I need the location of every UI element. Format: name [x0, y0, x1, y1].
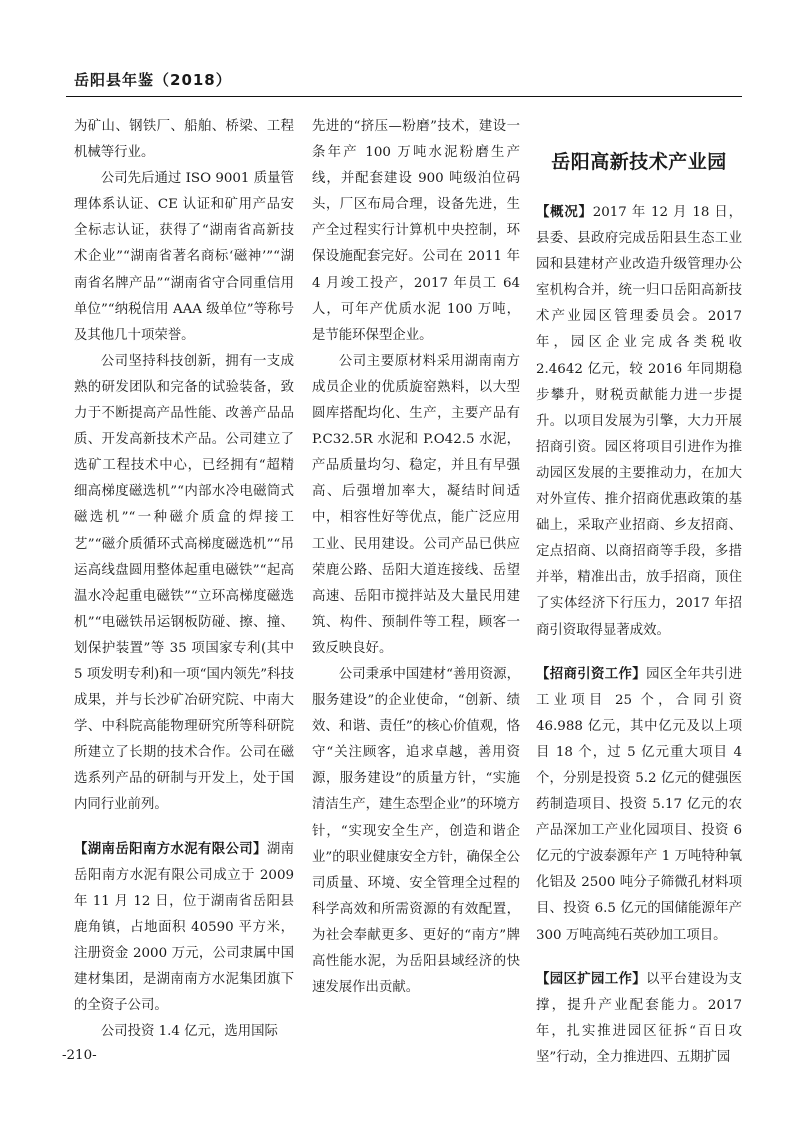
header-rule: [66, 96, 742, 97]
entry-heading: 【概况】: [536, 205, 593, 220]
column-1: [74, 114, 294, 1045]
paragraph: [74, 837, 294, 1020]
page-number: -210-: [62, 1048, 97, 1063]
entry-heading: 【湖南岳阳南方水泥有限公司】: [74, 841, 267, 857]
paragraph: 先进的“挤压—粉磨”技术，建设一条年产 100 万吨水泥粉磨生产线，并配套建设 900 吨级泊位码头，厂区布局合理，设备先进，生产全过程实行计算机中央控制，环保设施配套完好。公司在 2011 年 4 月竣工投产，2017 年员工 64 人，可年产优质水泥 100 万吨，是节能环保型企业。: [312, 119, 520, 343]
paragraph: 公司坚持科技创新，拥有一支成熟的研发团队和完备的试验装备，致力于不断提高产品性能、改善产品品质、开发高新技术产品。公司建立了选矿工程技术中心，已经拥有“超精细高梯度磁选机”“内部水冷电磁筒式磁选机”“一种磁介质盒的焊接工艺”“磁介质循环式高梯度磁选机”“吊运高线盘圆用整体起重电磁铁”“起高温水冷起重电磁铁”“立环高梯度磁选机”“电磁铁吊运钢板防碰、擦、撞、划保护装置”等 35 项国家专利(其中 5 项发明专利)和一项“国内领先”科技成果，并与长沙矿冶研究院、中南大学、中科院高能物理研究所等科研院所建立了长期的技术合作。公司在磁选系列产品的研制与开发上，处于国内同行业前列。: [74, 353, 294, 813]
paragraph: 公司秉承中国建材“善用资源，服务建设”的企业使命，“创新、绩效、和谐、责任”的核心价值观，恪守“关注顾客，追求卓越，善用资源，服务建设”的质量方针，“实施清洁生产，建生态型企业”的环境方针，“实现安全生产，创造和谐企业”的职业健康安全方针，确保全公司质量、环境、安全管理全过程的科学高效和所需资源的有效配置，为社会奉献更多、更好的“南方”牌高性能水泥，为岳阳县域经济的快速发展作出贡献。: [312, 666, 520, 996]
paragraph: 公司投资 1.4 亿元，选用国际: [100, 1024, 278, 1040]
paragraph: [536, 662, 742, 949]
running-head: 岳阳县年鉴（2018）: [74, 71, 232, 89]
paragraph: 公司主要原材料采用湖南南方成员企业的优质旋窑熟料，以大型圆库搭配均化、生产，主要产品有 P.C32.5R 水泥和 P.O42.5 水泥，产品质量均匀、稳定，并且有早强高、后强增加率大，凝结时间适中，相容性好等优点，能广泛应用工业、民用建设。公司产品已供应荣鹿公路、岳阳大道连接线、岳望高速、岳阳市搅拌站及大量民用建筑、构件、预制件等工程，顾客一致反映良好。: [312, 353, 520, 656]
paragraph: 为矿山、钢铁厂、船舶、桥梁、工程机械等行业。: [74, 119, 294, 161]
paragraph: 公司先后通过 ISO 9001 质量管理体系认证、CE 认证和矿用产品安全标志认证，获得了“湖南省高新技术企业”“湖南省著名商标‘磁神’”“湖南省名牌产品”“湖南省守合同重信用单位”“纳税信用 AAA 级单位”等称号及其他几十项荣誉。: [74, 171, 294, 343]
entry-heading: 【招商引资工作】: [536, 666, 647, 682]
entry-text: 湖南岳阳南方水泥有限公司成立于 2009 年 11 月 12 日，位于湖南省岳阳县鹿角镇，占地面积 40590 平方米，注册资金 2000 万元，公司隶属中国建材集团，是湖南南方水泥集团旗下的全资子公司。: [74, 841, 295, 1014]
entry-text: 园区全年共引进工业项目 25 个，合同引资 46.988 亿元，其中亿元及以上项目 18 个，过 5 亿元重大项目 4 个，分别是投资 5.2 亿元的健强医药制造项目、投资 5.17 亿元的农产品深加工产业化园项目、投资 6 亿元的宁波泰源年产 1 万吨特种氧化铝及 2500 吨分子筛微孔材料项目、投资 6.5 亿元的国储能源年产 300 万吨高纯石英砂加工项目。: [536, 666, 742, 943]
entry-text: 2017 年 12 月 18 日，县委、县政府完成岳阳县生态工业园和县建材产业改造升级管理办公室机构合并，统一归口岳阳高新技术产业园区管理委员会。2017 年，园区企业完成各类税收 2.4642 亿元，较 2016 年同期稳步攀升，财税贡献能力进一步提升。以项目发展为引擎，大力开展招商引资。园区将项目引进作为推动园区发展的主要推动力，在加大对外宣传、推介招商优惠政策的基础上，采取产业招商、乡友招商、定点招商、以商招商等手段，多措并举，精准出击，放手招商，顶住了实体经济下行压力，2017 年招商引资取得显著成效。: [536, 205, 742, 638]
section-title: 岳阳高新技术产业园: [551, 151, 727, 173]
entry-heading: 【园区扩园工作】: [536, 971, 647, 987]
paragraph: [536, 967, 742, 1071]
column-2: [312, 114, 520, 1001]
paragraph: [536, 200, 742, 644]
column-3: [536, 114, 742, 1071]
entry-text: 以平台建设为支撑，提升产业配套能力。2017 年，扎实推进园区征拆“百日攻坚”行动，全力推进四、五期扩园: [536, 971, 742, 1065]
